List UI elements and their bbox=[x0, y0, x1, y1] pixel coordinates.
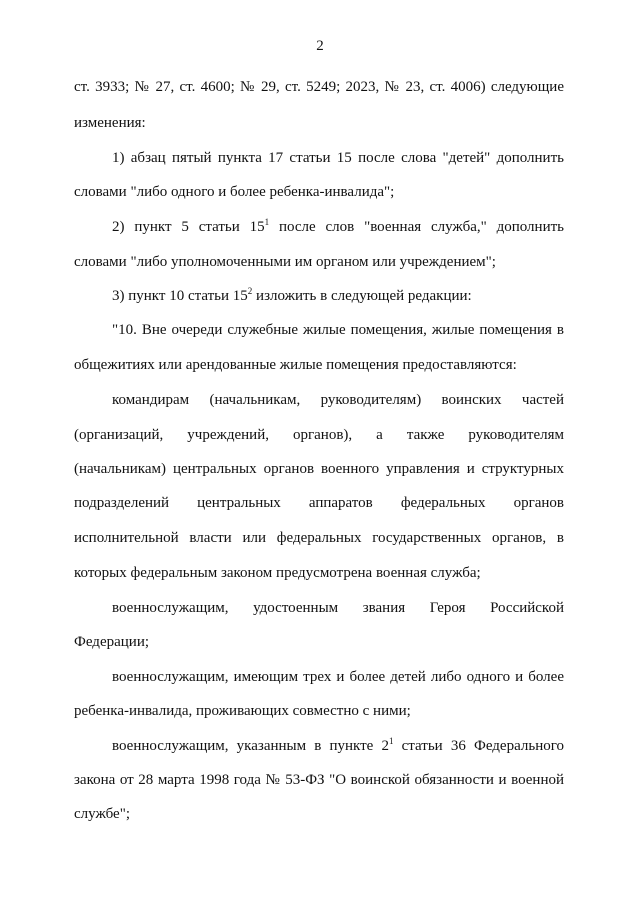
paragraph-line: подразделений центральных аппаратов федеральных органов bbox=[74, 495, 564, 511]
paragraph-line: командирам (начальникам, руководителям) воинских частей bbox=[112, 392, 564, 408]
line-text: 3) пункт 10 статьи 15 bbox=[112, 288, 248, 304]
paragraph-line: словами "либо уполномоченными им органом или учреждением"; bbox=[74, 254, 496, 270]
superscript: 2 bbox=[247, 286, 253, 296]
paragraph-line: 1) абзац пятый пункта 17 статьи 15 после слова "детей" дополнить bbox=[112, 150, 564, 166]
superscript: 1 bbox=[388, 736, 394, 746]
line-text: статьи 36 Федерального bbox=[393, 738, 564, 754]
paragraph-line: закона от 28 марта 1998 года № 53-ФЗ "О воинской обязанности и военной bbox=[74, 772, 564, 788]
paragraph-line: ребенка-инвалида, проживающих совместно с ними; bbox=[74, 703, 411, 719]
paragraph-line bbox=[112, 737, 564, 755]
line-text: военнослужащим, указанным в пункте 2 bbox=[112, 738, 389, 754]
page-number: 2 bbox=[316, 38, 324, 54]
paragraph-line bbox=[112, 218, 564, 236]
paragraph-line: изменения: bbox=[74, 115, 146, 131]
line-text: изложить в следующей редакции: bbox=[252, 288, 472, 304]
paragraph-line bbox=[112, 287, 564, 305]
paragraph-line: словами "либо одного и более ребенка-инвалида"; bbox=[74, 184, 395, 200]
paragraph-line: Федерации; bbox=[74, 634, 150, 650]
paragraph-line: общежитиях или арендованные жилые помещения предоставляются: bbox=[74, 357, 517, 373]
line-text: 2) пункт 5 статьи 15 bbox=[112, 219, 265, 235]
superscript: 1 bbox=[264, 217, 270, 227]
paragraph-line: которых федеральным законом предусмотрена военная служба; bbox=[74, 565, 481, 581]
paragraph-line: (организаций, учреждений, органов), а также руководителям bbox=[74, 427, 564, 443]
paragraph-line: исполнительной власти или федеральных государственных органов, в bbox=[74, 530, 564, 546]
paragraph-line: "10. Вне очереди служебные жилые помещения, жилые помещения в bbox=[112, 322, 564, 338]
paragraph-line: (начальникам) центральных органов военного управления и структурных bbox=[74, 461, 564, 477]
line-text: после слов "военная служба," дополнить bbox=[269, 219, 564, 235]
paragraph-line: службе"; bbox=[74, 806, 130, 822]
paragraph-line: ст. 3933; № 27, ст. 4600; № 29, ст. 5249; 2023, № 23, ст. 4006) следующие bbox=[74, 79, 564, 95]
paragraph-line: военнослужащим, имеющим трех и более детей либо одного и более bbox=[112, 669, 564, 685]
paragraph-line: военнослужащим, удостоенным звания Героя Российской bbox=[112, 600, 564, 616]
